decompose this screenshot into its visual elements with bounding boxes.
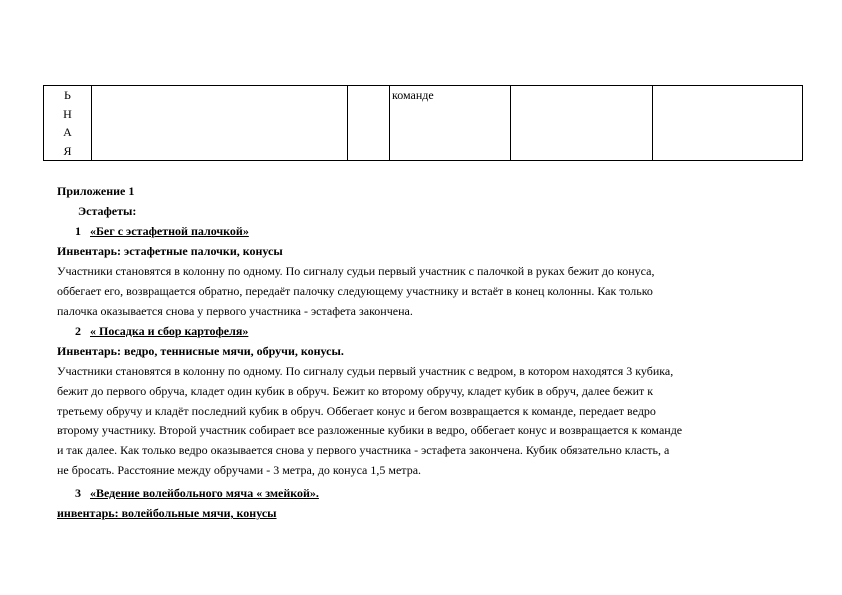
relay-description xyxy=(57,362,797,481)
relay-number: 2 xyxy=(75,324,81,338)
relay-number: 1 xyxy=(75,224,81,238)
appendix-subtitle: Эстафеты: xyxy=(78,204,137,218)
text-line: Участники становятся в колонну по одному. По сигналу судьи первый участник с палочкой в руках бежит до конуса, xyxy=(57,264,655,278)
relay-inventory: Инвентарь: ведро, теннисные мячи, обручи, конусы. xyxy=(57,344,344,358)
letter: Ь xyxy=(64,88,71,102)
table-cell-text xyxy=(390,86,511,161)
relay-inventory: Инвентарь: эстафетные палочки, конусы xyxy=(57,244,283,258)
letter: Я xyxy=(63,143,72,158)
relay-title: « Посадка и сбор картофеля» xyxy=(90,324,249,338)
text-line: второму участнику. Второй участник собирает все разложенные кубики в ведро, оббегает конус и возвращается к команде xyxy=(57,423,683,438)
text-line: третьему обручу и кладёт последний кубик в обруч. Оббегает конус и бегом возвращается к команде, передает ведро xyxy=(57,403,656,418)
table-cell xyxy=(653,86,803,161)
text-line: бежит до первого обруча, кладет один кубик в обруч. Бежит ко второму обручу, кладет кубик в обруч, далее бежит к xyxy=(57,383,654,398)
relay-number: 3 xyxy=(75,486,81,500)
relay-heading xyxy=(75,222,249,242)
text-line: оббегает его, возвращается обратно, передаёт палочку следующему участнику и встаёт в конец колонны. Как только xyxy=(57,283,653,298)
table-cell xyxy=(511,86,653,161)
table-cell-letters xyxy=(44,86,92,161)
text-line: и так далее. Как только ведро оказывается снова у первого участника - эстафета закончена. Кубик обязательно класть, а xyxy=(57,443,670,458)
text-line: палочка оказывается снова у первого участника - эстафета закончена. xyxy=(57,303,413,318)
relay-heading xyxy=(75,322,248,342)
cell-text: команде xyxy=(392,88,434,102)
text-line: не бросать. Расстояние между обручами - 3 метра, до конуса 1,5 метра. xyxy=(57,462,422,477)
relay-title: «Бег с эстафетной палочкой» xyxy=(90,224,249,238)
relay-description xyxy=(57,262,797,321)
appendix-title: Приложение 1 xyxy=(57,184,135,198)
table-fragment xyxy=(43,85,803,161)
letter: Н xyxy=(63,106,72,121)
table-cell xyxy=(92,86,348,161)
letter: А xyxy=(63,125,72,139)
table-cell xyxy=(348,86,390,161)
relay-heading xyxy=(75,484,319,504)
relay-inventory: инвентарь: волейбольные мячи, конусы xyxy=(57,506,277,520)
text-line: Участники становятся в колонну по одному. По сигналу судьи первый участник с ведром, в котором находятся 3 кубика, xyxy=(57,364,674,378)
relay-title: «Ведение волейбольного мяча « змейкой». xyxy=(90,486,319,500)
